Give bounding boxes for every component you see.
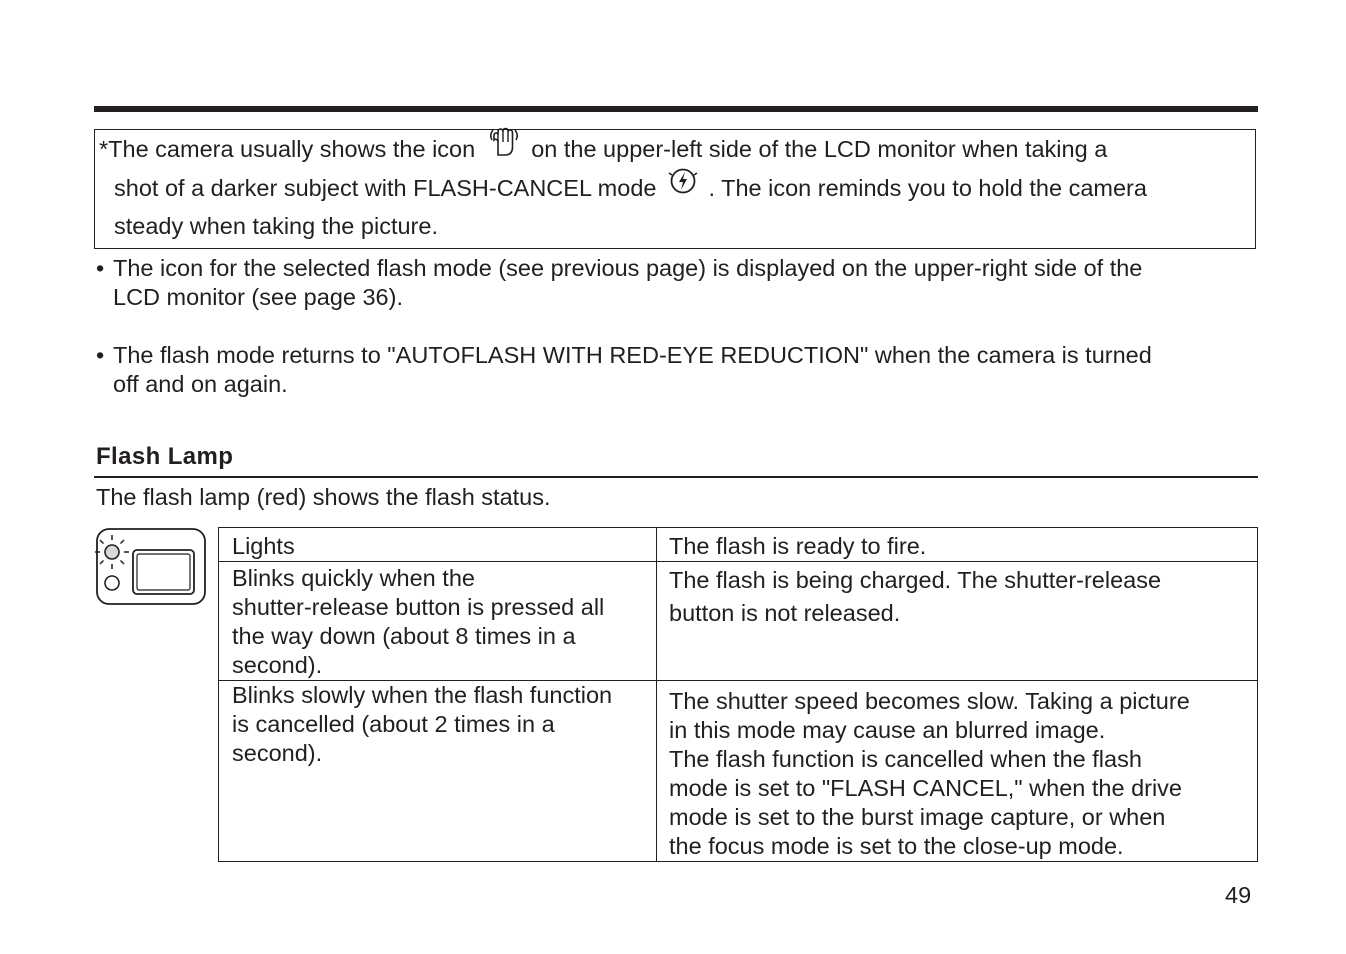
cell-line: The flash is being charged. The shutter-release — [669, 567, 1162, 593]
flash-cancel-icon — [668, 166, 698, 208]
table-cell-condition — [219, 562, 657, 681]
cell-line: The flash function is cancelled when the flash — [669, 746, 1142, 772]
cell-line: The flash is ready to fire. — [669, 533, 927, 559]
note-text: shot of a darker subject with FLASH-CANCEL mode — [114, 174, 657, 201]
cell-line: second). — [232, 740, 323, 766]
cell-line: shutter-release button is pressed all — [232, 594, 605, 620]
bullet-line: The flash mode returns to "AUTOFLASH WITH RED-EYE REDUCTION" when the camera is turned — [113, 342, 1152, 368]
note-text: on the upper-left side of the LCD monitor when taking a — [531, 136, 1108, 162]
note-line-1 — [99, 130, 1255, 169]
cell-line: mode is set to the burst image capture, or when — [669, 804, 1166, 830]
cell-line: button is not released. — [669, 600, 901, 626]
table-row — [219, 562, 1258, 681]
bullet-item — [96, 254, 1256, 312]
section-intro: The flash lamp (red) shows the flash status. — [96, 484, 551, 510]
bullet-item — [96, 341, 1256, 399]
page-number: 49 — [1225, 882, 1252, 908]
note-text: *The camera usually shows the icon — [99, 136, 476, 162]
cell-line: the focus mode is set to the close-up mode. — [669, 833, 1124, 859]
flash-lamp-table — [218, 527, 1258, 862]
cell-line: second). — [232, 652, 323, 678]
table-cell-condition — [219, 528, 657, 562]
table-cell-meaning — [657, 562, 1258, 681]
note-line-2 — [99, 169, 1255, 208]
section-rule — [94, 476, 1258, 478]
cell-line: Blinks slowly when the flash function — [232, 682, 613, 708]
cell-line: the way down (about 8 times in a — [232, 623, 576, 649]
cell-line: is cancelled (about 2 times in a — [232, 711, 555, 737]
table-cell-meaning — [657, 528, 1258, 562]
cell-line: in this mode may cause an blurred image. — [669, 717, 1106, 743]
note-box — [94, 129, 1256, 249]
note-text: . The icon reminds you to hold the camera — [708, 174, 1147, 201]
bullet-dot: • — [96, 255, 105, 281]
cell-line: Blinks quickly when the — [232, 565, 475, 591]
table-cell-condition — [219, 681, 657, 862]
bullet-line: off and on again. — [113, 371, 288, 397]
top-rule — [94, 106, 1258, 112]
table-row — [219, 528, 1258, 562]
table-row — [219, 681, 1258, 862]
bullet-line: The icon for the selected flash mode (see previous page) is displayed on the upper-right side of the — [113, 255, 1143, 281]
table-cell-meaning — [657, 681, 1258, 862]
cell-line: The shutter speed becomes slow. Taking a picture — [669, 688, 1190, 714]
cell-line: Lights — [232, 533, 295, 559]
bullet-line: LCD monitor (see page 36). — [113, 284, 403, 310]
flash-lamp-indicator-icon — [94, 527, 208, 612]
cell-line: mode is set to "FLASH CANCEL," when the drive — [669, 775, 1183, 801]
camera-shake-hand-icon — [487, 127, 521, 169]
bullet-dot: • — [96, 342, 105, 368]
note-line-3: steady when taking the picture. — [114, 213, 438, 240]
section-title: Flash Lamp — [96, 443, 234, 470]
